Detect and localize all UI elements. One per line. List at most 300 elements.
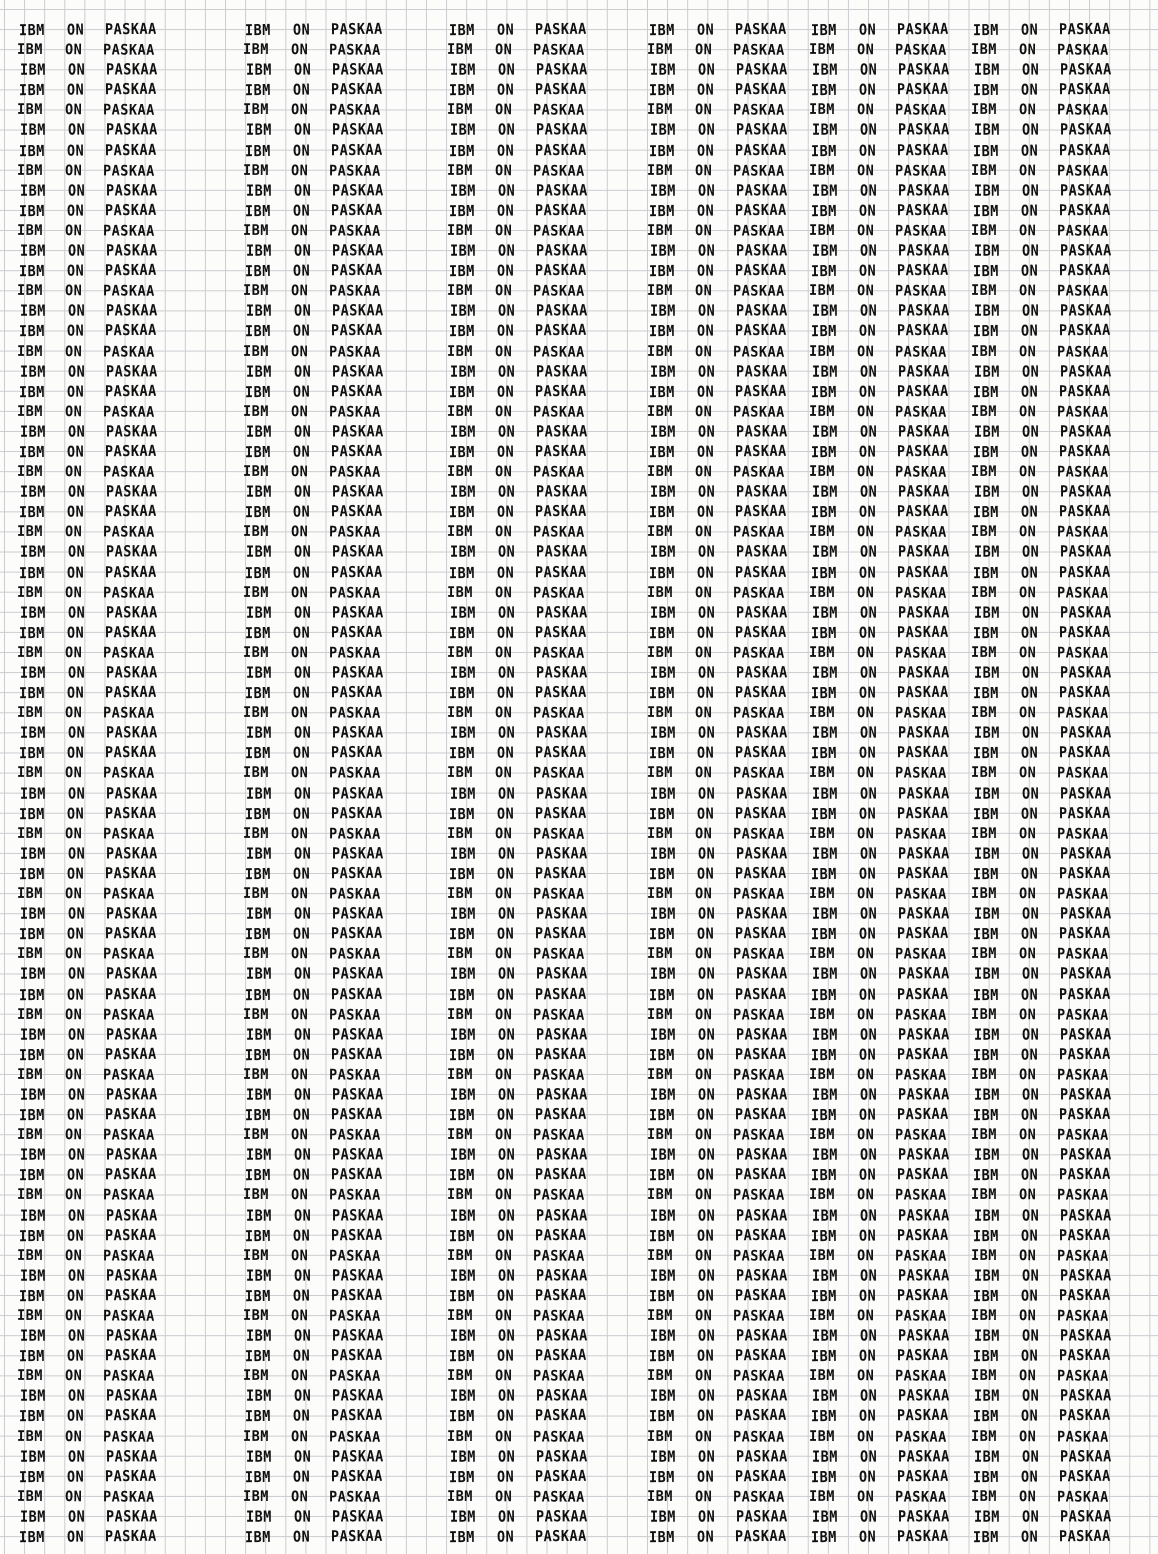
- handwritten-word: PASKAA: [330, 984, 383, 1004]
- handwritten-word: IBM: [648, 262, 675, 281]
- handwritten-word: IBM: [244, 262, 271, 281]
- handwritten-word: PASKAA: [1058, 1165, 1111, 1185]
- handwritten-word: ON: [497, 61, 516, 80]
- handwritten-word: PASKAA: [328, 523, 381, 542]
- handwritten-word: ON: [292, 201, 311, 221]
- handwritten-word: PASKAA: [1059, 784, 1112, 803]
- handwritten-word: IBM: [19, 181, 46, 201]
- handwritten-word: ON: [290, 101, 309, 119]
- handwritten-word: ON: [494, 161, 513, 180]
- handwritten-word: PASKAA: [331, 1145, 384, 1165]
- handwritten-word: PASKAA: [1058, 261, 1111, 280]
- handwritten-word: IBM: [245, 1507, 272, 1527]
- handwritten-word: ON: [64, 583, 83, 602]
- handwritten-word: ON: [67, 121, 86, 140]
- handwritten-word: IBM: [648, 925, 675, 944]
- handwritten-word: PASKAA: [105, 1507, 158, 1526]
- handwritten-word: IBM: [649, 664, 676, 683]
- handwritten-line: [17, 1184, 155, 1207]
- handwritten-word: PASKAA: [532, 1307, 585, 1326]
- handwritten-word: ON: [859, 1085, 878, 1105]
- handwritten-word: IBM: [810, 21, 837, 40]
- handwritten-word: IBM: [810, 925, 837, 944]
- handwritten-word: ON: [64, 101, 83, 119]
- handwritten-word: ON: [496, 1226, 515, 1245]
- handwritten-line: [19, 319, 157, 343]
- handwritten-word: IBM: [648, 805, 675, 824]
- handwritten-word: IBM: [244, 81, 271, 100]
- handwritten-word: ON: [1020, 1347, 1039, 1366]
- handwritten-word: ON: [858, 1347, 877, 1366]
- handwritten-word: PASKAA: [102, 764, 155, 783]
- handwritten-word: IBM: [648, 1227, 675, 1246]
- handwritten-word: ON: [290, 222, 309, 240]
- handwritten-word: IBM: [244, 1166, 271, 1186]
- handwritten-word: PASKAA: [534, 1286, 587, 1305]
- handwritten-word: ON: [1018, 161, 1037, 180]
- handwritten-word: PASKAA: [535, 784, 588, 803]
- handwritten-word: PASKAA: [1056, 463, 1109, 482]
- handwritten-word: PASKAA: [896, 1346, 949, 1365]
- handwritten-word: IBM: [808, 945, 835, 963]
- handwritten-line: [973, 319, 1111, 343]
- handwritten-word: ON: [494, 402, 513, 421]
- handwritten-word: PASKAA: [1058, 1045, 1111, 1064]
- handwritten-word: IBM: [646, 1246, 673, 1265]
- handwritten-word: ON: [494, 282, 513, 300]
- handwritten-word: PASKAA: [735, 482, 788, 502]
- handwritten-word: PASKAA: [105, 965, 158, 984]
- handwritten-word: PASKAA: [1058, 1346, 1111, 1365]
- handwritten-word: ON: [293, 1387, 312, 1406]
- handwritten-word: PASKAA: [104, 1105, 157, 1124]
- handwritten-word: ON: [64, 1005, 83, 1024]
- handwritten-word: PASKAA: [896, 201, 949, 220]
- handwritten-word: PASKAA: [534, 321, 587, 341]
- handwritten-word: IBM: [446, 824, 473, 843]
- handwritten-word: IBM: [19, 121, 46, 140]
- handwritten-word: IBM: [18, 21, 45, 40]
- handwritten-word: ON: [66, 1528, 85, 1547]
- handwritten-word: ON: [66, 563, 85, 582]
- handwritten-word: ON: [290, 1307, 309, 1325]
- handwritten-word: IBM: [448, 624, 475, 643]
- handwritten-word: PASKAA: [535, 422, 588, 441]
- handwritten-word: PASKAA: [102, 41, 155, 60]
- handwritten-word: ON: [1020, 1226, 1039, 1245]
- handwritten-word: ON: [67, 543, 86, 562]
- handwritten-word: PASKAA: [1056, 1428, 1109, 1446]
- handwritten-word: PASKAA: [735, 422, 788, 441]
- handwritten-word: ON: [696, 1467, 715, 1486]
- handwritten-word: PASKAA: [534, 1105, 587, 1124]
- handwritten-word: IBM: [244, 202, 271, 221]
- handwritten-word: IBM: [972, 443, 999, 462]
- handwritten-word: ON: [856, 1307, 875, 1325]
- handwritten-word: ON: [859, 905, 878, 924]
- handwritten-word: ON: [67, 483, 86, 502]
- handwritten-word: IBM: [245, 724, 272, 743]
- handwritten-word: IBM: [811, 1206, 838, 1225]
- handwritten-word: ON: [64, 342, 83, 361]
- handwritten-word: PASKAA: [735, 1145, 788, 1165]
- handwritten-word: IBM: [16, 1005, 43, 1023]
- handwriting-column-5: [810, 20, 948, 1547]
- handwritten-word: IBM: [19, 61, 46, 80]
- handwritten-word: ON: [859, 61, 878, 80]
- handwritten-word: PASKAA: [328, 1367, 381, 1386]
- handwritten-word: ON: [856, 1246, 875, 1265]
- handwritten-word: IBM: [973, 1085, 1000, 1105]
- handwritten-word: PASKAA: [535, 965, 588, 984]
- handwritten-word: PASKAA: [105, 1266, 158, 1285]
- handwritten-word: IBM: [648, 865, 675, 884]
- handwritten-word: PASKAA: [732, 1006, 785, 1024]
- handwritten-word: PASKAA: [732, 222, 785, 241]
- handwritten-word: ON: [694, 41, 713, 59]
- handwritten-word: IBM: [242, 704, 269, 722]
- handwritten-word: ON: [1018, 402, 1037, 421]
- handwritten-word: ON: [496, 1407, 515, 1426]
- handwritten-line: [971, 1184, 1109, 1207]
- handwritten-word: PASKAA: [1059, 60, 1112, 80]
- handwritten-word: ON: [64, 1066, 83, 1084]
- handwritten-word: ON: [1020, 1106, 1039, 1125]
- handwritten-word: IBM: [449, 302, 476, 321]
- handwritten-word: IBM: [19, 603, 46, 623]
- handwritten-word: IBM: [19, 784, 46, 803]
- handwritten-word: ON: [67, 603, 86, 622]
- handwritten-word: PASKAA: [1059, 1447, 1112, 1466]
- handwritten-word: ON: [858, 865, 877, 884]
- handwritten-word: IBM: [448, 1227, 475, 1246]
- handwritten-word: IBM: [646, 764, 673, 782]
- handwritten-word: ON: [497, 181, 516, 200]
- handwritten-word: PASKAA: [1056, 584, 1109, 602]
- handwritten-word: PASKAA: [532, 1126, 585, 1145]
- handwritten-word: PASKAA: [535, 362, 588, 381]
- handwritten-word: PASKAA: [534, 1346, 587, 1365]
- handwritten-word: IBM: [245, 121, 272, 140]
- handwritten-word: PASKAA: [897, 1206, 950, 1225]
- handwritten-word: PASKAA: [102, 1006, 155, 1024]
- handwritten-word: ON: [1021, 844, 1040, 864]
- handwritten-word: IBM: [16, 282, 43, 300]
- handwritten-word: ON: [697, 1387, 716, 1406]
- handwritten-word: PASKAA: [331, 1025, 384, 1044]
- handwritten-word: PASKAA: [894, 1307, 947, 1326]
- handwritten-word: ON: [694, 402, 713, 421]
- handwritten-word: IBM: [242, 1367, 269, 1385]
- handwritten-word: IBM: [449, 1085, 476, 1105]
- handwritten-word: IBM: [973, 724, 1000, 743]
- handwritten-word: ON: [1018, 1126, 1037, 1144]
- handwritten-word: ON: [66, 684, 85, 703]
- handwritten-word: ON: [858, 382, 877, 401]
- handwritten-word: PASKAA: [1059, 1387, 1112, 1406]
- handwritten-word: PASKAA: [102, 342, 155, 361]
- handwritten-word: PASKAA: [535, 1266, 588, 1285]
- handwritten-word: PASKAA: [1056, 162, 1109, 180]
- handwritten-word: ON: [1021, 603, 1040, 622]
- handwritten-word: PASKAA: [104, 20, 157, 39]
- handwritten-word: PASKAA: [102, 523, 155, 542]
- handwritten-word: IBM: [244, 805, 271, 824]
- handwritten-word: ON: [496, 684, 515, 703]
- handwritten-word: IBM: [244, 322, 271, 342]
- handwritten-word: PASKAA: [534, 1225, 587, 1245]
- handwritten-word: ON: [64, 463, 83, 481]
- handwritten-word: IBM: [18, 684, 45, 703]
- handwritten-word: PASKAA: [732, 463, 785, 482]
- handwritten-word: PASKAA: [1059, 1025, 1112, 1044]
- handwritten-word: PASKAA: [1058, 20, 1111, 39]
- handwritten-word: ON: [696, 925, 715, 944]
- handwritten-word: ON: [696, 382, 715, 401]
- handwritten-word: PASKAA: [102, 101, 155, 120]
- handwritten-word: ON: [1021, 724, 1040, 743]
- handwritten-word: ON: [696, 322, 715, 341]
- handwritten-word: IBM: [242, 1246, 269, 1265]
- handwritten-word: ON: [694, 463, 713, 481]
- handwritten-word: PASKAA: [735, 965, 788, 984]
- handwritten-word: PASKAA: [532, 644, 585, 663]
- handwritten-word: PASKAA: [734, 140, 787, 160]
- handwritten-word: IBM: [449, 362, 476, 381]
- handwritten-line: [447, 1184, 585, 1207]
- handwritten-word: IBM: [18, 1347, 45, 1366]
- handwritten-word: PASKAA: [732, 41, 785, 60]
- handwritten-word: ON: [494, 1126, 513, 1144]
- handwritten-word: IBM: [242, 583, 269, 601]
- handwritten-word: ON: [859, 543, 878, 562]
- handwritten-word: IBM: [970, 221, 997, 240]
- handwritten-word: ON: [696, 262, 715, 281]
- handwritten-word: PASKAA: [331, 844, 384, 863]
- handwritten-word: ON: [293, 543, 312, 562]
- handwritten-word: IBM: [446, 704, 473, 722]
- handwritten-word: ON: [859, 844, 878, 864]
- handwritten-word: IBM: [808, 40, 835, 59]
- handwritten-word: ON: [696, 503, 715, 522]
- handwritten-word: PASKAA: [330, 382, 383, 401]
- handwritten-word: IBM: [646, 342, 673, 360]
- handwritten-word: IBM: [242, 1306, 269, 1325]
- handwritten-word: IBM: [648, 1407, 675, 1427]
- handwritten-word: PASKAA: [328, 945, 381, 964]
- handwritten-word: PASKAA: [105, 1206, 158, 1225]
- handwritten-word: PASKAA: [732, 825, 785, 843]
- handwritten-word: PASKAA: [894, 463, 947, 482]
- handwritten-word: PASKAA: [1056, 825, 1109, 843]
- handwritten-word: ON: [858, 322, 877, 341]
- handwritten-word: ON: [67, 1025, 86, 1044]
- handwritten-word: ON: [856, 1367, 875, 1385]
- handwritten-line: [243, 1184, 381, 1207]
- handwritten-word: PASKAA: [735, 663, 788, 683]
- handwritten-word: PASKAA: [897, 603, 950, 622]
- handwritten-word: ON: [293, 121, 312, 140]
- handwritten-word: IBM: [449, 1025, 476, 1045]
- handwritten-word: PASKAA: [328, 704, 381, 723]
- handwritten-word: PASKAA: [532, 1367, 585, 1386]
- handwritten-word: PASKAA: [331, 482, 384, 502]
- handwritten-word: PASKAA: [1056, 1247, 1109, 1265]
- handwritten-word: IBM: [811, 724, 838, 743]
- handwritten-word: IBM: [972, 322, 999, 342]
- handwritten-word: PASKAA: [104, 623, 157, 642]
- handwritten-word: PASKAA: [534, 20, 587, 39]
- handwritten-word: IBM: [648, 1468, 675, 1487]
- handwritten-word: IBM: [972, 865, 999, 884]
- handwritten-word: PASKAA: [328, 1247, 381, 1265]
- handwritten-word: ON: [67, 724, 86, 743]
- handwritten-word: IBM: [449, 1206, 476, 1225]
- handwritten-word: PASKAA: [105, 1387, 158, 1406]
- handwritten-word: ON: [694, 764, 713, 783]
- handwritten-word: ON: [694, 1246, 713, 1265]
- handwritten-word: IBM: [808, 282, 835, 300]
- handwritten-word: IBM: [16, 583, 43, 601]
- handwritten-word: ON: [858, 925, 877, 944]
- handwritten-word: IBM: [19, 1146, 46, 1165]
- handwritten-word: PASKAA: [734, 442, 787, 461]
- handwritten-word: IBM: [448, 262, 475, 281]
- handwritten-word: IBM: [448, 865, 475, 884]
- handwritten-word: PASKAA: [735, 121, 788, 140]
- handwritten-word: PASKAA: [1058, 683, 1111, 702]
- handwritten-word: PASKAA: [535, 1507, 588, 1526]
- handwritten-word: ON: [856, 945, 875, 963]
- handwritten-word: PASKAA: [330, 562, 383, 582]
- handwritten-word: IBM: [448, 1407, 475, 1427]
- handwritten-word: IBM: [244, 624, 271, 643]
- handwritten-word: ON: [859, 1507, 878, 1527]
- handwritten-word: PASKAA: [1059, 1206, 1112, 1225]
- handwritten-word: IBM: [242, 1427, 269, 1445]
- handwritten-word: PASKAA: [896, 743, 949, 763]
- handwritten-word: ON: [290, 1186, 309, 1205]
- handwritten-word: ON: [1021, 965, 1040, 984]
- handwritten-word: IBM: [811, 1507, 838, 1527]
- handwritten-word: PASKAA: [102, 1186, 155, 1205]
- handwritten-word: PASKAA: [897, 1025, 950, 1044]
- handwritten-word: IBM: [973, 1266, 1000, 1286]
- handwritten-word: PASKAA: [732, 1367, 785, 1386]
- handwritten-word: PASKAA: [896, 140, 949, 160]
- handwritten-word: PASKAA: [894, 523, 947, 542]
- handwritten-word: ON: [1021, 1447, 1040, 1466]
- handwritten-word: ON: [1021, 1206, 1040, 1225]
- handwritten-word: PASKAA: [535, 1145, 588, 1165]
- handwritten-word: IBM: [449, 664, 476, 683]
- handwritten-word: IBM: [446, 945, 473, 963]
- handwritten-word: IBM: [808, 824, 835, 843]
- handwritten-word: IBM: [245, 1266, 272, 1286]
- handwritten-word: ON: [496, 322, 515, 341]
- handwritten-word: ON: [494, 1186, 513, 1205]
- handwritten-word: PASKAA: [732, 101, 785, 120]
- handwritten-word: ON: [1020, 563, 1039, 582]
- handwritten-word: ON: [66, 804, 85, 823]
- handwritten-word: IBM: [972, 1166, 999, 1186]
- handwritten-word: PASKAA: [734, 1467, 787, 1486]
- handwritten-word: IBM: [649, 724, 676, 743]
- handwritten-word: ON: [66, 1045, 85, 1064]
- handwritten-word: PASKAA: [534, 201, 587, 220]
- handwritten-word: ON: [66, 985, 85, 1004]
- handwritten-word: PASKAA: [331, 181, 384, 200]
- handwritten-word: IBM: [646, 1065, 673, 1084]
- handwritten-word: PASKAA: [330, 442, 383, 461]
- handwritten-word: PASKAA: [1056, 523, 1109, 542]
- handwritten-word: PASKAA: [331, 1326, 384, 1346]
- handwritten-word: PASKAA: [535, 603, 588, 622]
- handwritten-word: ON: [497, 1206, 516, 1225]
- handwritten-word: ON: [497, 844, 516, 864]
- handwritten-word: ON: [494, 1427, 513, 1446]
- handwritten-word: IBM: [18, 503, 45, 522]
- handwritten-word: ON: [697, 181, 716, 200]
- handwritten-word: IBM: [446, 1246, 473, 1265]
- handwritten-word: PASKAA: [1059, 482, 1112, 502]
- handwritten-word: ON: [496, 804, 515, 823]
- handwritten-word: PASKAA: [328, 1488, 381, 1506]
- handwritten-word: PASKAA: [105, 723, 158, 743]
- handwritten-word: IBM: [648, 21, 675, 40]
- handwritten-word: PASKAA: [331, 241, 384, 261]
- handwritten-word: ON: [293, 784, 312, 803]
- handwritten-word: PASKAA: [894, 1247, 947, 1265]
- handwritten-word: PASKAA: [734, 1225, 787, 1245]
- handwritten-word: PASKAA: [534, 1045, 587, 1064]
- handwriting-column-6: [972, 20, 1110, 1547]
- handwritten-word: ON: [67, 784, 86, 803]
- handwritten-word: PASKAA: [734, 1406, 787, 1426]
- handwritten-word: ON: [64, 704, 83, 722]
- handwritten-word: PASKAA: [330, 683, 383, 702]
- handwritten-word: PASKAA: [735, 904, 788, 924]
- handwritten-word: IBM: [245, 1146, 272, 1165]
- handwritten-word: ON: [66, 1467, 85, 1486]
- handwritten-word: PASKAA: [102, 704, 155, 723]
- handwritten-word: IBM: [973, 422, 1000, 442]
- handwritten-word: PASKAA: [1058, 442, 1111, 461]
- handwritten-word: IBM: [242, 161, 269, 179]
- handwritten-word: IBM: [449, 724, 476, 743]
- handwritten-word: PASKAA: [897, 1447, 950, 1466]
- handwritten-word: PASKAA: [735, 60, 788, 80]
- handwritten-word: PASKAA: [896, 1286, 949, 1305]
- handwritten-word: ON: [858, 1106, 877, 1125]
- handwritten-word: ON: [292, 985, 311, 1004]
- handwritten-word: ON: [859, 422, 878, 442]
- handwritten-word: ON: [496, 1528, 515, 1547]
- handwritten-word: IBM: [649, 844, 676, 864]
- handwritten-word: ON: [64, 282, 83, 300]
- handwritten-word: PASKAA: [532, 222, 585, 241]
- handwritten-word: PASKAA: [1058, 1406, 1111, 1426]
- handwritten-word: IBM: [244, 1106, 271, 1125]
- handwritten-word: IBM: [244, 925, 271, 944]
- handwritten-word: ON: [697, 241, 716, 261]
- handwritten-word: PASKAA: [734, 683, 787, 702]
- handwritten-word: IBM: [242, 1487, 269, 1506]
- handwritten-word: PASKAA: [894, 1367, 947, 1386]
- handwritten-word: IBM: [808, 523, 835, 541]
- handwritten-word: ON: [64, 764, 83, 783]
- handwritten-word: PASKAA: [535, 60, 588, 80]
